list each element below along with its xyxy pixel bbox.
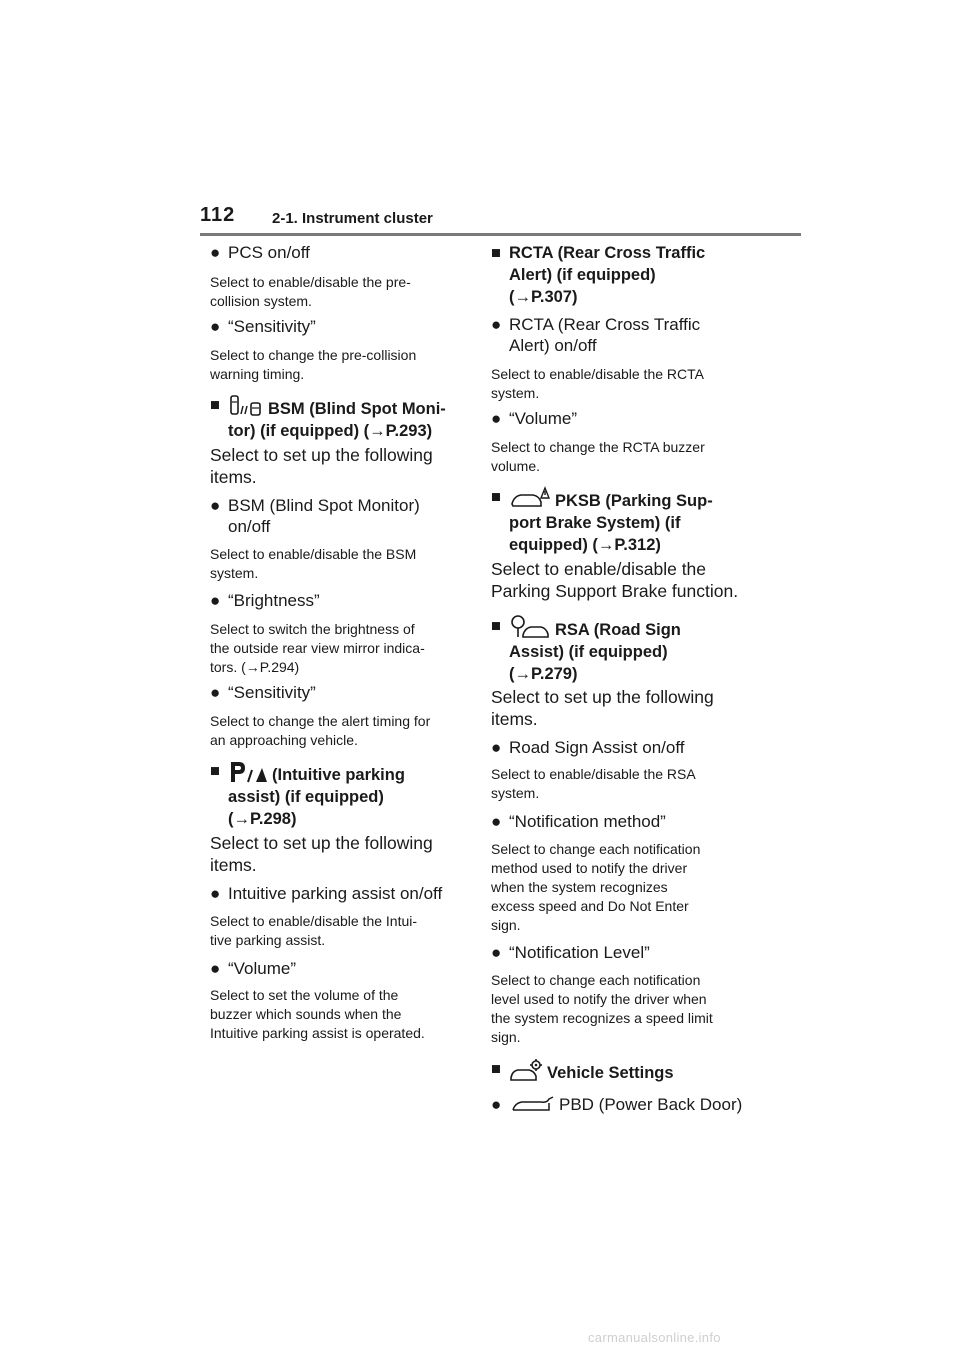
notification-method-bullet: ● “Notification method” — [491, 812, 666, 831]
bullet-dot: ● — [210, 317, 221, 336]
sensitivity-bullet: ● “Sensitivity” — [210, 317, 316, 336]
bullet-dot: ● — [491, 812, 502, 831]
rsa-onoff-bullet: ● Road Sign Assist on/off — [491, 738, 685, 757]
bsm-description: Select to enable/disable the BSM system. — [210, 546, 417, 581]
sensitivity2-description: Select to change the alert timing for an approaching vehicle. — [210, 713, 431, 748]
rsa-icon — [509, 615, 551, 639]
ipa-heading: ■ (Intuitive parking assist) (if equipped) (→P.298) — [210, 762, 405, 828]
square-bullet: ■ — [491, 1060, 501, 1078]
rsa-description: Select to enable/disable the RSA system. — [491, 766, 696, 801]
bullet-dot: ● — [210, 959, 221, 978]
notification-method-description: Select to change each notification method used to notify the driver when the system recognizes excess speed and Do Not Enter sign. — [491, 841, 701, 933]
bullet-dot: ● — [491, 943, 502, 962]
pbd-bullet: ● PBD (Power Back Door) — [491, 1095, 743, 1114]
volume-description: Select to set the volume of the buzzer which sounds when the Intuitive parking assist is operated. — [210, 987, 425, 1041]
section-title: 2-1. Instrument cluster — [272, 210, 433, 227]
bullet-dot: ● — [210, 243, 221, 262]
rcta-heading: ■ RCTA (Rear Cross Traffic Alert) (if equipped) (→P.307) — [491, 244, 706, 306]
square-bullet: ■ — [491, 244, 501, 262]
square-bullet: ■ — [491, 617, 501, 635]
header-rule — [200, 233, 801, 236]
brightness-bullet: ● “Brightness” — [210, 591, 320, 610]
vehicle-settings-icon — [509, 1058, 543, 1082]
pksb-body: Select to enable/disable the Parking Support Brake function. — [491, 559, 739, 601]
volume-bullet: ● “Volume” — [210, 959, 297, 978]
page-number: 112 — [200, 204, 236, 226]
rcta-description: Select to enable/disable the RCTA system. — [491, 366, 704, 401]
bullet-dot: ● — [210, 683, 221, 702]
brightness-description: Select to switch the brightness of the outside rear view mirror indica- tors. (→P.294) — [210, 621, 425, 675]
square-bullet: ■ — [210, 396, 220, 414]
bullet-dot: ● — [491, 738, 502, 757]
vehicle-settings-heading: ■ Vehicle Settings — [491, 1060, 674, 1082]
rcta-volume-description: Select to change the RCTA buzzer volume. — [491, 439, 705, 474]
bsm-onoff-bullet: ● BSM (Blind Spot Monitor) on/off — [210, 496, 420, 536]
bsm-icon — [228, 394, 264, 418]
rcta-volume-bullet: ● “Volume” — [491, 409, 578, 428]
ipa-description: Select to enable/disable the Intui- tive parking assist. — [210, 913, 418, 948]
square-bullet: ■ — [210, 762, 220, 780]
bullet-dot: ● — [210, 884, 221, 903]
sensitivity-description: Select to change the pre-collision warning timing. — [210, 347, 417, 382]
pksb-heading: ■ PKSB (Parking Sup- port Brake System) (if equipped) (→P.312) — [491, 488, 713, 554]
parking-assist-icon — [228, 760, 268, 784]
pksb-icon — [509, 486, 551, 510]
bsm-body: Select to set up the following items. — [210, 445, 433, 487]
bullet-dot: ● — [210, 496, 221, 515]
bullet-dot: ● — [491, 409, 502, 428]
square-bullet: ■ — [491, 488, 501, 506]
sensitivity2-bullet: ● “Sensitivity” — [210, 683, 316, 702]
bullet-dot: ● — [210, 591, 221, 610]
bsm-heading: ■ BSM (Blind Spot Moni- tor) (if equipped) (→P.293) — [210, 396, 446, 440]
rcta-onoff-bullet: ● RCTA (Rear Cross Traffic Alert) on/off — [491, 315, 701, 355]
ipa-onoff-bullet: ● Intuitive parking assist on/off — [210, 884, 443, 903]
pbd-icon — [511, 1094, 555, 1114]
pcs-description: Select to enable/disable the pre- collision system. — [210, 274, 411, 309]
bullet-dot: ● — [491, 1095, 502, 1114]
pcs-bullet: ● PCS on/off — [210, 243, 310, 262]
watermark: carmanualsonline.info — [588, 1330, 721, 1345]
bullet-dot: ● — [491, 315, 502, 334]
ipa-body: Select to set up the following items. — [210, 833, 433, 875]
rsa-heading: ■ RSA (Road Sign Assist) (if equipped) (→P.279) — [491, 617, 681, 683]
notification-level-description: Select to change each notification level used to notify the driver when the system recognizes a speed limit sign. — [491, 972, 713, 1045]
rsa-body: Select to set up the following items. — [491, 687, 714, 729]
notification-level-bullet: ● “Notification Level” — [491, 943, 650, 962]
